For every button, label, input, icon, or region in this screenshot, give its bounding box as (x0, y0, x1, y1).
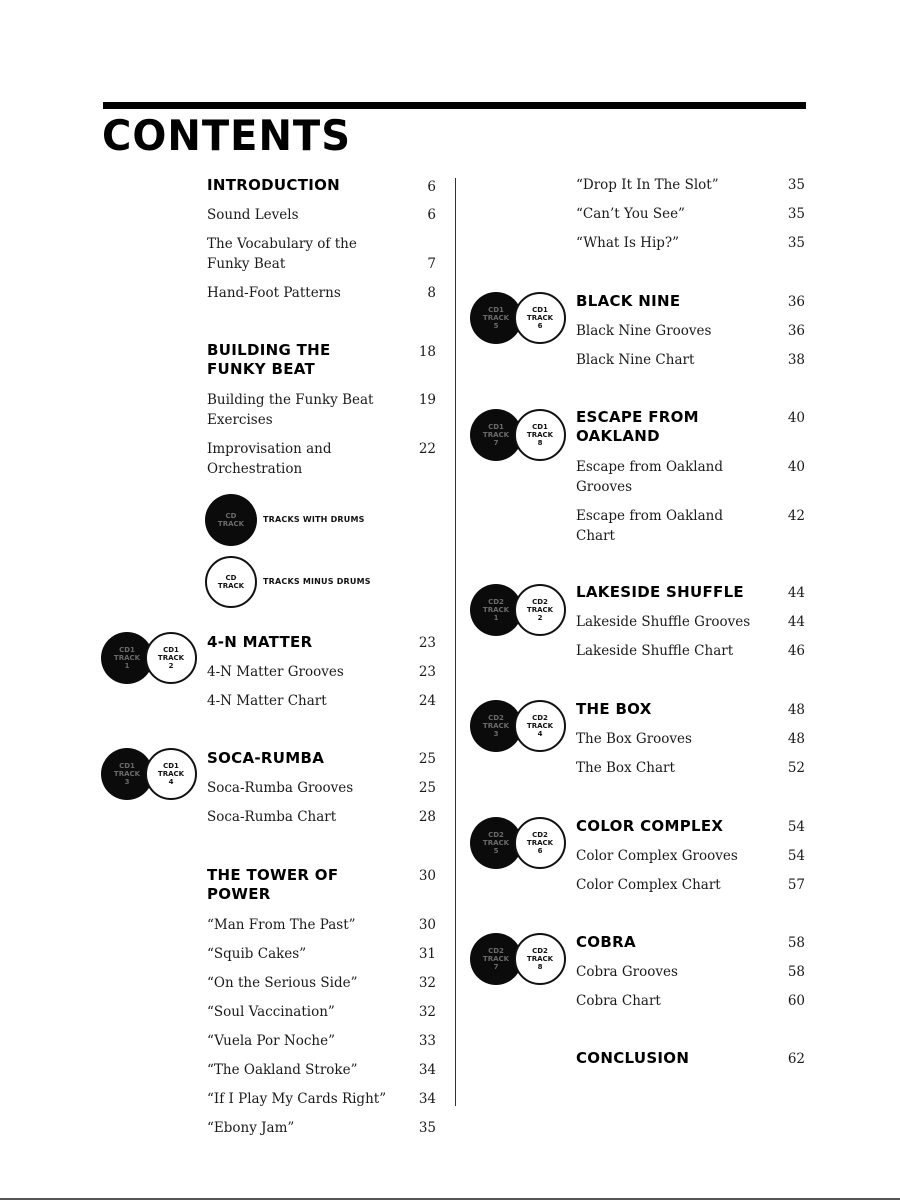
toc-entry[interactable]: The Vocabulary of the Funky Beat (207, 236, 357, 272)
page-number: 32 (418, 975, 436, 991)
page-number: 35 (787, 177, 805, 193)
toc-entry[interactable]: “Drop It In The Slot” (576, 177, 719, 193)
toc-entry[interactable]: Lakeside Shuffle Grooves (576, 614, 751, 630)
toc-entry[interactable]: 4-N Matter Grooves (207, 664, 344, 680)
toc-entry[interactable]: Hand-Foot Patterns (207, 285, 341, 301)
toc-entry[interactable]: Black Nine Chart (576, 352, 695, 368)
toc-entry[interactable]: 4-N Matter Chart (207, 693, 327, 709)
cd-track-black-icon: CD2 TRACK 7 (470, 933, 522, 985)
toc-entry[interactable]: “Squib Cakes” (207, 946, 307, 962)
toc-heading-the-tower-of-power[interactable]: THE TOWER OF POWER (207, 866, 339, 903)
page-number: 25 (418, 751, 436, 767)
cd-track-white-icon: CD1 TRACK 6 (514, 292, 566, 344)
cd-track-black-icon: CD1 TRACK 5 (470, 292, 522, 344)
toc-heading-escape-from-oakland[interactable]: ESCAPE FROM OAKLAND (576, 408, 699, 445)
toc-entry[interactable]: “Soul Vaccination” (207, 1004, 335, 1020)
legend-minus-drums: TRACKS MINUS DRUMS (263, 577, 371, 586)
page-number: 38 (787, 352, 805, 368)
page-number: 30 (418, 917, 436, 933)
toc-entry[interactable]: Soca-Rumba Grooves (207, 780, 354, 796)
legend-with-drums: TRACKS WITH DRUMS (263, 515, 365, 524)
page-number: 58 (787, 964, 805, 980)
cd-track-white-icon: CD1 TRACK 4 (145, 748, 197, 800)
page-number: 33 (418, 1033, 436, 1049)
toc-entry[interactable]: “Man From The Past” (207, 917, 356, 933)
toc-entry[interactable]: “Vuela Por Noche” (207, 1033, 335, 1049)
cd-track-white-icon: CD1 TRACK 8 (514, 409, 566, 461)
toc-entry[interactable]: “The Oakland Stroke” (207, 1062, 358, 1078)
cd-track-black-icon: CD1 TRACK 3 (101, 748, 153, 800)
page-number: 23 (418, 664, 436, 680)
page-number: 46 (787, 643, 805, 659)
page-number: 34 (418, 1091, 436, 1107)
toc-entry[interactable]: Color Complex Chart (576, 877, 721, 893)
page-number: 28 (418, 809, 436, 825)
toc-entry[interactable]: “Ebony Jam” (207, 1120, 295, 1136)
cd-track-white-icon: CD1 TRACK 2 (145, 632, 197, 684)
cd-track-white-icon: CD2 TRACK 4 (514, 700, 566, 752)
cd-minus-drums-icon: CD TRACK (205, 556, 257, 608)
toc-heading-introduction[interactable]: INTRODUCTION (207, 176, 341, 194)
page-number: 30 (418, 868, 436, 884)
toc-heading-4-n-matter[interactable]: 4-N MATTER (207, 633, 313, 651)
toc-entry[interactable]: “Can’t You See” (576, 206, 685, 222)
column-divider (455, 178, 456, 1106)
page-number: 22 (418, 441, 436, 457)
toc-entry[interactable]: Color Complex Grooves (576, 848, 738, 864)
page-number: 7 (427, 256, 436, 272)
toc-heading-lakeside-shuffle[interactable]: LAKESIDE SHUFFLE (576, 583, 744, 601)
page-number: 42 (787, 508, 805, 524)
cd-track-black-icon: CD1 TRACK 1 (101, 632, 153, 684)
page-number: 25 (418, 780, 436, 796)
page-number: 44 (787, 585, 805, 601)
toc-entry[interactable]: “On the Serious Side” (207, 975, 358, 991)
page-number: 60 (787, 993, 805, 1009)
page-number: 35 (787, 235, 805, 251)
page-number: 36 (787, 294, 805, 310)
cd-track-white-icon: CD2 TRACK 8 (514, 933, 566, 985)
toc-entry[interactable]: Cobra Grooves (576, 964, 678, 980)
page-number: 24 (418, 693, 436, 709)
page-number: 40 (787, 459, 805, 475)
toc-heading-conclusion[interactable]: CONCLUSION (576, 1049, 690, 1067)
toc-entry[interactable]: Building the Funky Beat Exercises (207, 392, 374, 428)
page-number: 35 (418, 1120, 436, 1136)
page-number: 8 (427, 285, 436, 301)
cd-track-white-icon: CD2 TRACK 6 (514, 817, 566, 869)
page-number: 58 (787, 935, 805, 951)
toc-entry[interactable]: “If I Play My Cards Right” (207, 1091, 387, 1107)
toc-heading-building-the-funky-beat[interactable]: BUILDING THE FUNKY BEAT (207, 341, 331, 378)
page-number: 18 (418, 344, 436, 360)
page-number: 54 (787, 819, 805, 835)
page-number: 19 (418, 392, 436, 408)
page-number: 23 (418, 635, 436, 651)
toc-entry[interactable]: Lakeside Shuffle Chart (576, 643, 734, 659)
toc-entry[interactable]: Sound Levels (207, 207, 299, 223)
page-number: 44 (787, 614, 805, 630)
page-number: 40 (787, 410, 805, 426)
toc-entry[interactable]: Improvisation and Orchestration (207, 441, 332, 477)
page-number: 6 (427, 207, 436, 223)
page-title: CONTENTS (102, 112, 352, 161)
cd-track-white-icon: CD2 TRACK 2 (514, 584, 566, 636)
cd-track-black-icon: CD2 TRACK 5 (470, 817, 522, 869)
toc-heading-soca-rumba[interactable]: SOCA-RUMBA (207, 749, 325, 767)
page-number: 48 (787, 702, 805, 718)
page-number: 6 (427, 179, 436, 195)
toc-entry[interactable]: The Box Chart (576, 760, 675, 776)
toc-entry[interactable]: Cobra Chart (576, 993, 661, 1009)
toc-entry[interactable]: “What Is Hip?” (576, 235, 680, 251)
page-number: 52 (787, 760, 805, 776)
page-number: 54 (787, 848, 805, 864)
page-number: 34 (418, 1062, 436, 1078)
page-number: 57 (787, 877, 805, 893)
toc-entry[interactable]: The Box Grooves (576, 731, 692, 747)
cd-track-black-icon: CD2 TRACK 1 (470, 584, 522, 636)
toc-heading-color-complex[interactable]: COLOR COMPLEX (576, 817, 724, 835)
toc-entry[interactable]: Black Nine Grooves (576, 323, 712, 339)
toc-heading-cobra[interactable]: COBRA (576, 933, 636, 951)
page-number: 36 (787, 323, 805, 339)
page-number: 35 (787, 206, 805, 222)
cd-track-black-icon: CD1 TRACK 7 (470, 409, 522, 461)
toc-entry[interactable]: Soca-Rumba Chart (207, 809, 337, 825)
cd-track-black-icon: CD2 TRACK 3 (470, 700, 522, 752)
toc-heading-black-nine[interactable]: BLACK NINE (576, 292, 681, 310)
page-number: 48 (787, 731, 805, 747)
toc-entry[interactable]: Escape from Oakland Grooves (576, 459, 723, 495)
cd-with-drums-icon: CD TRACK (205, 494, 257, 546)
toc-heading-the-box[interactable]: THE BOX (576, 700, 652, 718)
toc-entry[interactable]: Escape from Oakland Chart (576, 508, 723, 544)
top-rule (103, 102, 806, 109)
page-number: 32 (418, 1004, 436, 1020)
page-number: 31 (418, 946, 436, 962)
page-number: 62 (787, 1051, 805, 1067)
